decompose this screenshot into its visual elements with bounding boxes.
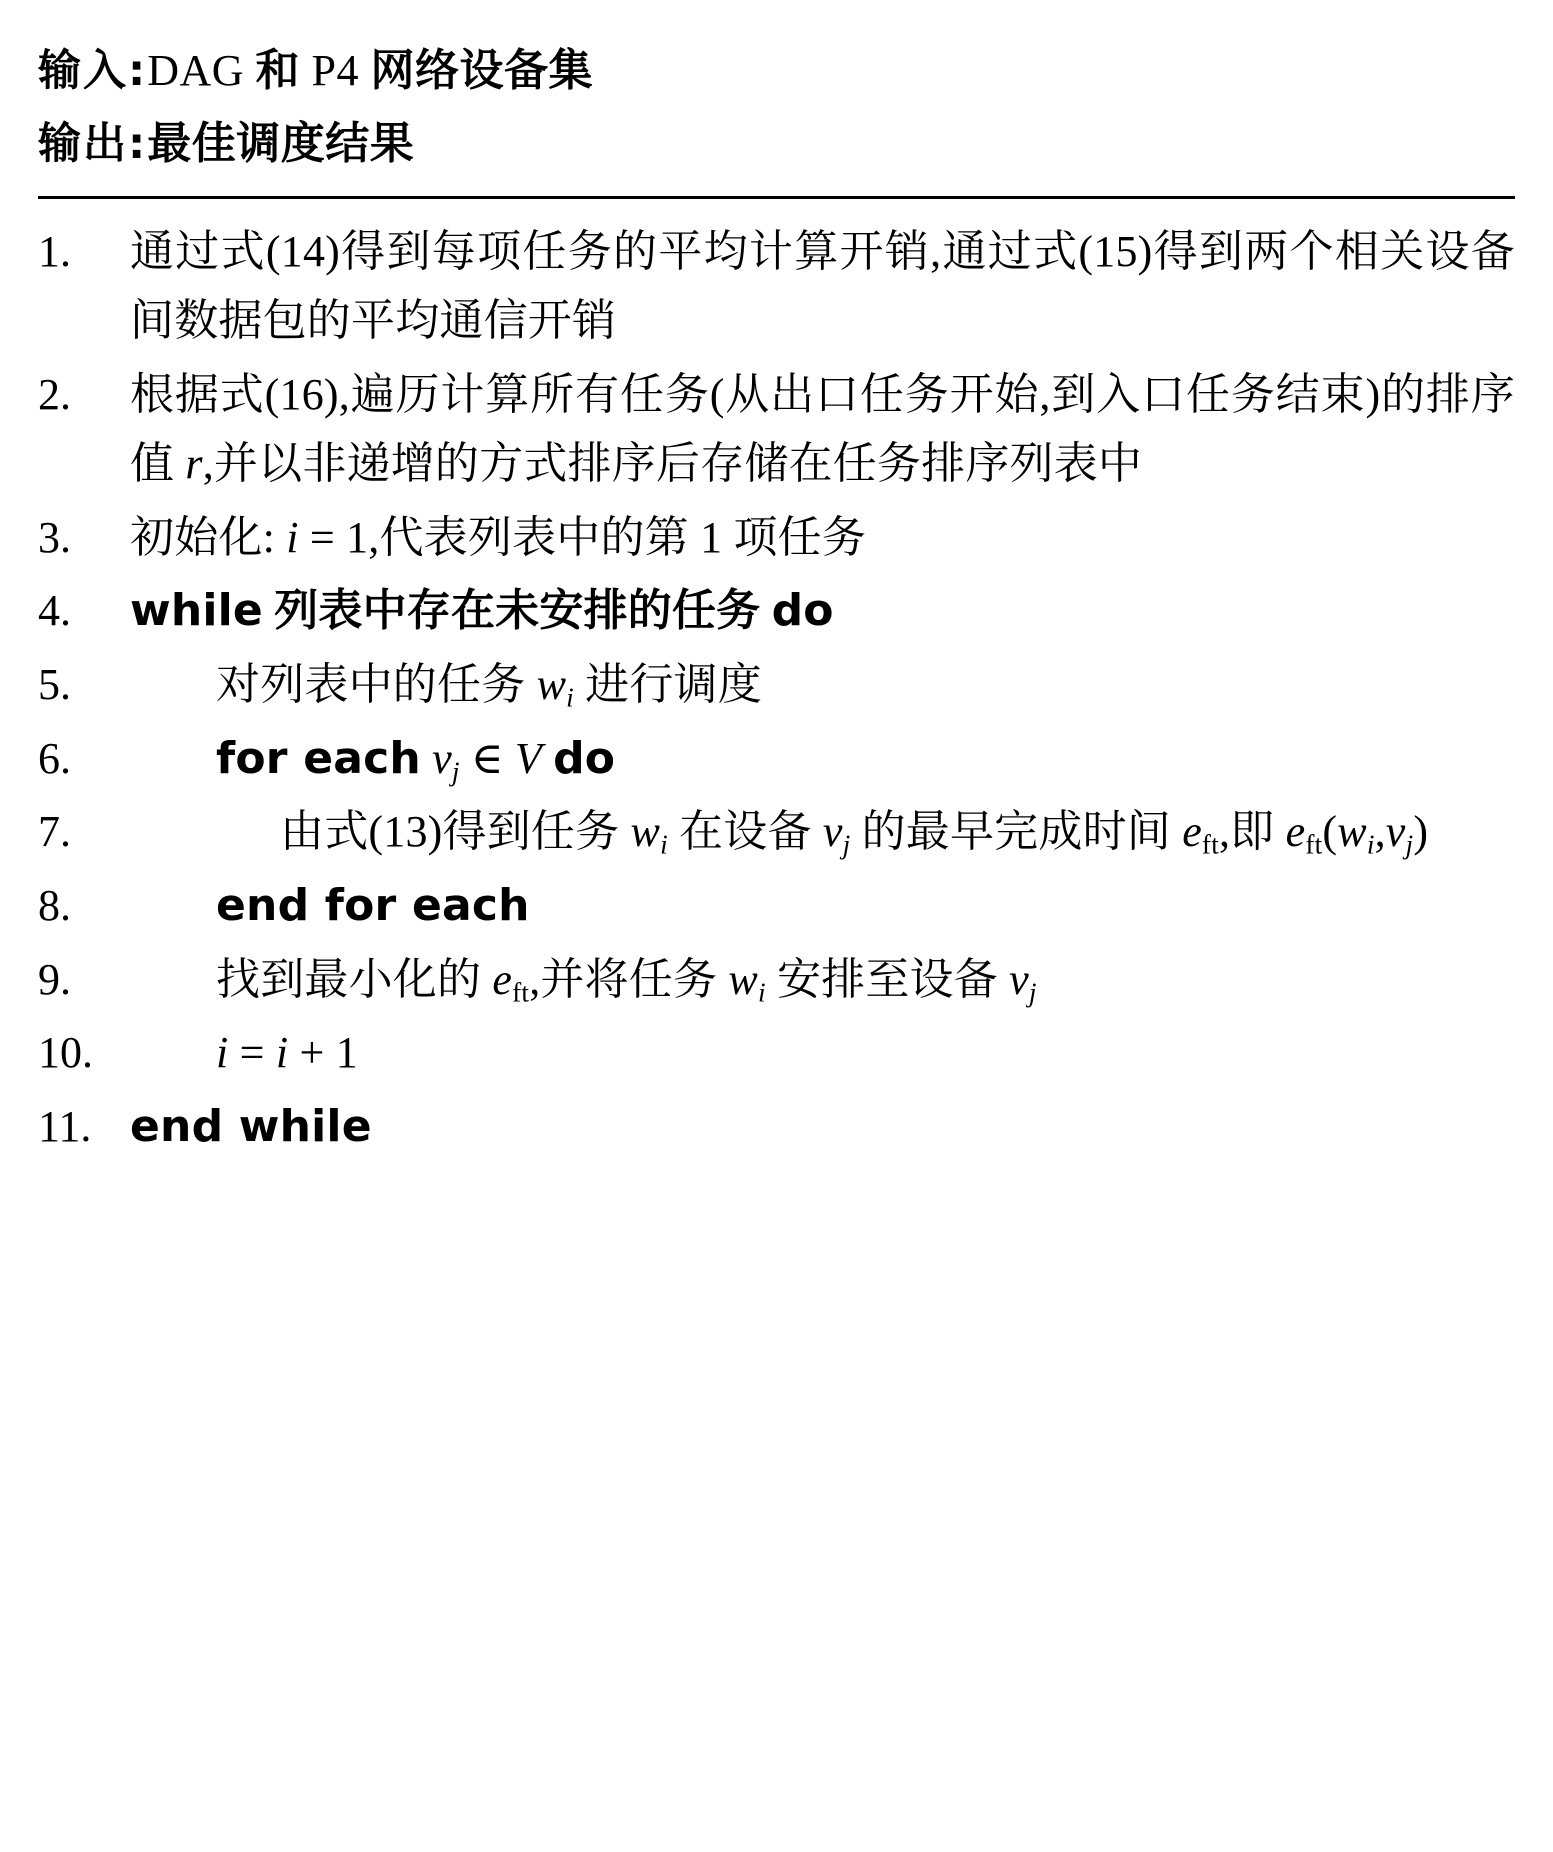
step-text: 通过式(14)得到每项任务的平均计算开销,通过式(15)得到两个相关设备间数据包的平均通信开销	[130, 226, 1515, 346]
algorithm-input-label: 输入:	[38, 46, 148, 96]
step-2	[38, 360, 1515, 499]
step-number: 3.	[38, 512, 71, 562]
step-number: 8.	[38, 881, 71, 931]
step-text: 根据式(16),遍历计算所有任务(从出口任务开始,到入口任务结束)的排序值 r,并以非递增的方式排序后存储在任务排序列表中	[130, 369, 1515, 489]
step-number: 7.	[38, 807, 71, 857]
step-7	[38, 797, 1515, 867]
step-text: end for each	[216, 880, 530, 932]
step-number: 10.	[38, 1028, 93, 1078]
step-text: end while	[130, 1100, 372, 1152]
step-9	[38, 945, 1515, 1015]
header-divider	[38, 196, 1515, 199]
step-text: for each vj ∈ V do	[216, 732, 616, 787]
step-4	[38, 576, 1515, 646]
step-10	[38, 1018, 1515, 1088]
algorithm-output-text: 最佳调度结果	[147, 117, 415, 169]
algorithm-input-line	[38, 34, 1515, 107]
step-text: 由式(13)得到任务 wi 在设备 vj 的最早完成时间 $e_{ft}$,即 $e_{ft}(wi,vj)$	[280, 807, 1429, 860]
step-text: 初始化: i = 1,代表列表中的第 1 项任务	[130, 512, 867, 562]
algorithm-steps	[38, 217, 1515, 1162]
step-1	[38, 217, 1515, 356]
step-number: 2.	[38, 369, 71, 419]
step-number: 6.	[38, 733, 71, 783]
step-number: 9.	[38, 954, 71, 1004]
step-3	[38, 503, 1515, 573]
step-text: while 列表中存在未安排的任务 do	[130, 585, 834, 637]
step-6	[38, 724, 1515, 794]
step-number: 5.	[38, 659, 71, 709]
step-5	[38, 650, 1515, 720]
step-8	[38, 871, 1515, 941]
step-text: i = i + 1	[216, 1028, 358, 1078]
step-number: 4.	[38, 586, 71, 636]
step-number: 1.	[38, 226, 71, 276]
algorithm-io	[38, 34, 1515, 180]
algorithm-input-text: DAG 和 P4 网络设备集	[147, 45, 594, 96]
step-text: 找到最小化的 $e_{ft}$,并将任务 wi 安排至设备 vj	[216, 954, 1037, 1008]
algorithm-output-line	[38, 107, 1515, 180]
step-11	[38, 1092, 1515, 1162]
algorithm-output-label: 输出:	[38, 118, 148, 169]
step-number: 11.	[38, 1101, 92, 1151]
step-text: 对列表中的任务 wi 进行调度	[216, 659, 762, 713]
